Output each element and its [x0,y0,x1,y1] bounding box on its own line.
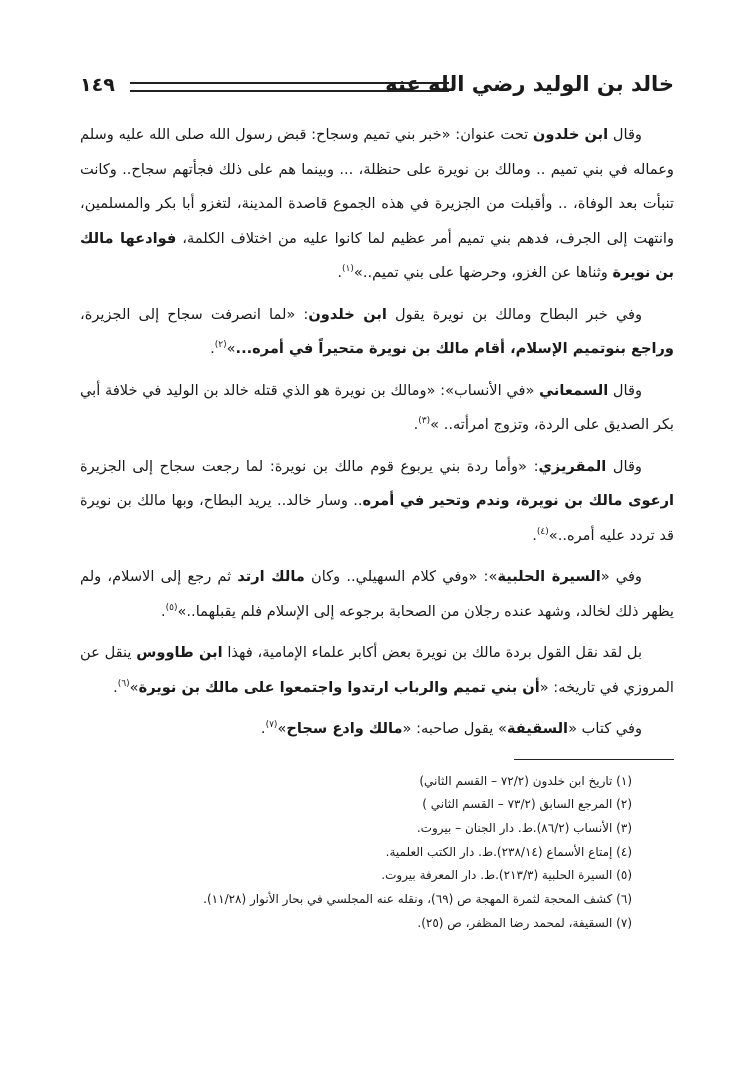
body-paragraph [80,636,674,705]
text-run: وفي كتاب « [568,720,642,737]
text-run: وفي خبر البطاح ومالك بن نويرة يقول [386,305,643,323]
text-run: وقال [608,126,642,143]
page-number: ١٤٩ [80,74,115,96]
text-run: » [277,720,287,737]
text-run: . [532,526,537,544]
bold-text: مالك وادع سجاح [286,720,403,737]
body-paragraph [80,560,674,629]
footnote: (٣) الأنساب (٨٦/٢).ط. دار الجنان – بيروت. [416,820,632,835]
text-run: بل لقد نقل القول بردة مالك بن نويرة بعض أكابر علماء الإمامية، فهذا [222,644,643,661]
bold-text: فوادعها مالك بن نويرة [80,229,674,281]
header-rule [130,82,449,92]
text-run: ينقل عن المروزي في تاريخه: « [80,644,674,696]
footnote-marker: (٣) [418,416,431,427]
bold-text: ابن طاووس [136,644,223,661]
bold-text: ابن خلدون [532,126,609,143]
footnote: (٥) السيرة الحلبية (٢١٣/٣).ط. دار المعرفة بيروت. [381,868,632,883]
text-run: تحت عنوان: «خبر بني تميم وسجاح: قبض رسول الله صلى الله عليه وسلم وعماله في بني تميم .. ومالك بن نويرة على حنظلة، ... وبينما هم على ذلك فجأتهم سجاح.. وكانت تنبأت بعد الوفاة، .. وأقبلت من الجزيرة في هذه الجموع قاصدة المدينة، لتغزو أبا بكر والمسلمين، وانتهت إلى الجرف، فدهم بني تميم أمر عظيم لما كانوا عليه من اختلاف الكلمة، [80,126,674,247]
footnote-marker: (٤) [536,526,549,537]
page-header [80,70,674,110]
bold-text: السيرة الحلبية [497,568,601,585]
text-run: وقال [606,457,642,475]
text-run: : «لما انصرفت سجاح إلى الجزيرة، [80,305,309,323]
body-text [80,118,674,747]
footnote: (٧) السقيفة، لمحمد رضا المظفر، ص (٢٥). [417,915,632,930]
footnotes-list [80,770,674,936]
footnote-marker: (٦) [117,678,130,689]
book-page [80,70,674,935]
footnote-marker: (١) [342,264,354,275]
text-run: ثم رجع إلى الاسلام، ولم يظهر ذلك لخالد، وشهد عنده رجلان من الصحابة برجوعه إلى الإسلام فلم يقبلهما..» [80,568,674,620]
text-run: . [413,416,419,433]
text-run: » يقول صاحبه: « [402,720,507,737]
text-run: . [113,678,118,696]
footnote-marker: (٧) [265,720,278,731]
footnote: (٢) المرجع السابق (٧٣/٢ – القسم الثاني ) [422,797,632,812]
text-run: .. وسار خالد.. يريد البطاح، وبها مالك بن نويرة قد تردد عليه أمره..» [80,492,674,544]
bold-text: أن بني تميم والرباب ارتدوا واجتمعوا على مالك بن نويرة [138,678,540,696]
body-paragraph [80,118,674,291]
bold-text: مالك ارتد [237,568,305,585]
body-paragraph [80,712,674,747]
bold-text: المقريزي [538,457,607,475]
bold-text: وراجع بنوتميم الإسلام، أقام مالك بن نويرة متحيراً في أمره... [235,340,674,357]
footnote-marker: (٥) [165,602,178,613]
text-run: : «وأما ردة بني يربوع قوم مالك بن نويرة: لما رجعت سجاح إلى الجزيرة [80,457,539,475]
bold-text: السقيفة [506,720,569,737]
footnote: (٦) كشف المحجة لثمرة المهجة ص (٦٩)، ونقله عنه المجلسي في بحار الأنوار (١١/٢٨). [203,892,632,907]
running-title: خالد بن الوليد رضي الله عنه [385,72,674,96]
footnote: (١) تاريخ ابن خلدون (٧٢/٢ – القسم الثاني) [419,773,632,788]
text-run: وثناها عن الغزو، وحرضها على بني تميم..» [353,264,613,281]
text-run: . [160,602,166,620]
footnote: (٤) إمتاع الأسماع (٢٣٨/١٤).ط. دار الكتب العلمية. [385,844,632,859]
text-run: وفي « [600,568,642,585]
body-paragraph [80,450,674,554]
text-run: وقال [608,381,643,399]
footnote-marker: (٢) [214,340,227,351]
text-run: . [337,264,343,281]
text-run: «في الأنساب»: «ومالك بن نويرة هو الذي قتله خالد بن الوليد في خلافة أبي بكر الصديق على الردة، وتزوج امرأته.. » [80,381,674,433]
bold-text: ارعوى مالك بن نويرة، وندم وتحير في أمره [362,492,675,509]
text-run: » [129,678,139,696]
body-paragraph [80,298,674,367]
bold-text: السمعاني [539,381,609,399]
body-paragraph [80,374,674,443]
text-run: . [260,720,266,737]
footnote-separator [514,759,674,760]
text-run: » [226,340,236,357]
bold-text: ابن خلدون [308,305,387,323]
text-run: . [210,340,215,357]
text-run: »: «وفي كلام السهيلي.. وكان [304,568,498,585]
